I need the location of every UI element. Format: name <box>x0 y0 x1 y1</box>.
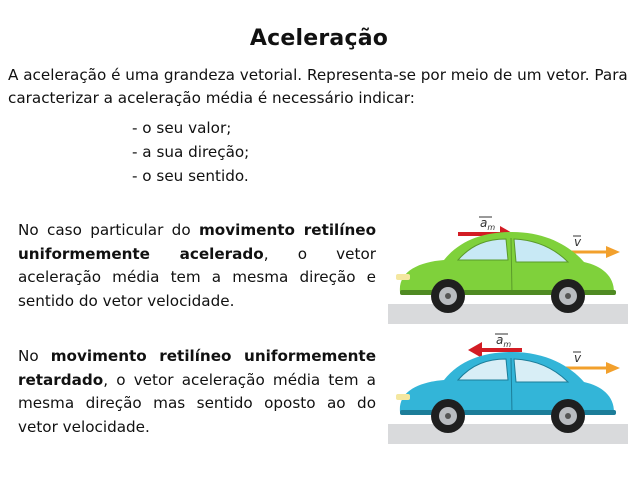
list-item-direcao: - a sua direção; <box>132 143 250 161</box>
accel-subscript-1: m <box>487 223 496 232</box>
blue-car-illustration <box>388 332 628 444</box>
page-title: Aceleração <box>249 26 389 51</box>
paragraph-accelerated-bold: movimento retilíneo uniformemente acelerado <box>18 221 377 263</box>
accel-subscript-2: m <box>503 340 512 349</box>
paragraph-retarded-bold: movimento retilíneo uniformemente retardado <box>18 347 376 389</box>
paragraph-retarded-post: , o vetor aceleração média tem a mesma direção mas sentido oposto ao do vetor velocidade. <box>18 370 376 436</box>
paragraph-retarded <box>18 345 376 439</box>
accel-symbol-1: a <box>480 216 488 230</box>
velocity-label-2: v <box>574 351 582 365</box>
paragraph-accelerated-pre: No caso particular do <box>18 221 199 239</box>
list-item-valor: - o seu valor; <box>132 119 232 137</box>
intro-text: A aceleração é uma grandeza vetorial. Representa-se por meio de um vetor. Para caracterizar a aceleração média é necessário indicar: <box>8 66 628 107</box>
velocity-label-1: v <box>574 235 582 249</box>
green-car-illustration <box>388 212 628 324</box>
accel-symbol-2: a <box>496 333 504 347</box>
paragraph-retarded-pre: No <box>18 347 51 365</box>
paragraph-accelerated <box>18 219 376 313</box>
list-item-sentido: - o seu sentido. <box>132 167 249 185</box>
paragraph-accelerated-post: , o vetor aceleração média tem a mesma direção e sentido do vetor velocidade. <box>18 244 376 310</box>
